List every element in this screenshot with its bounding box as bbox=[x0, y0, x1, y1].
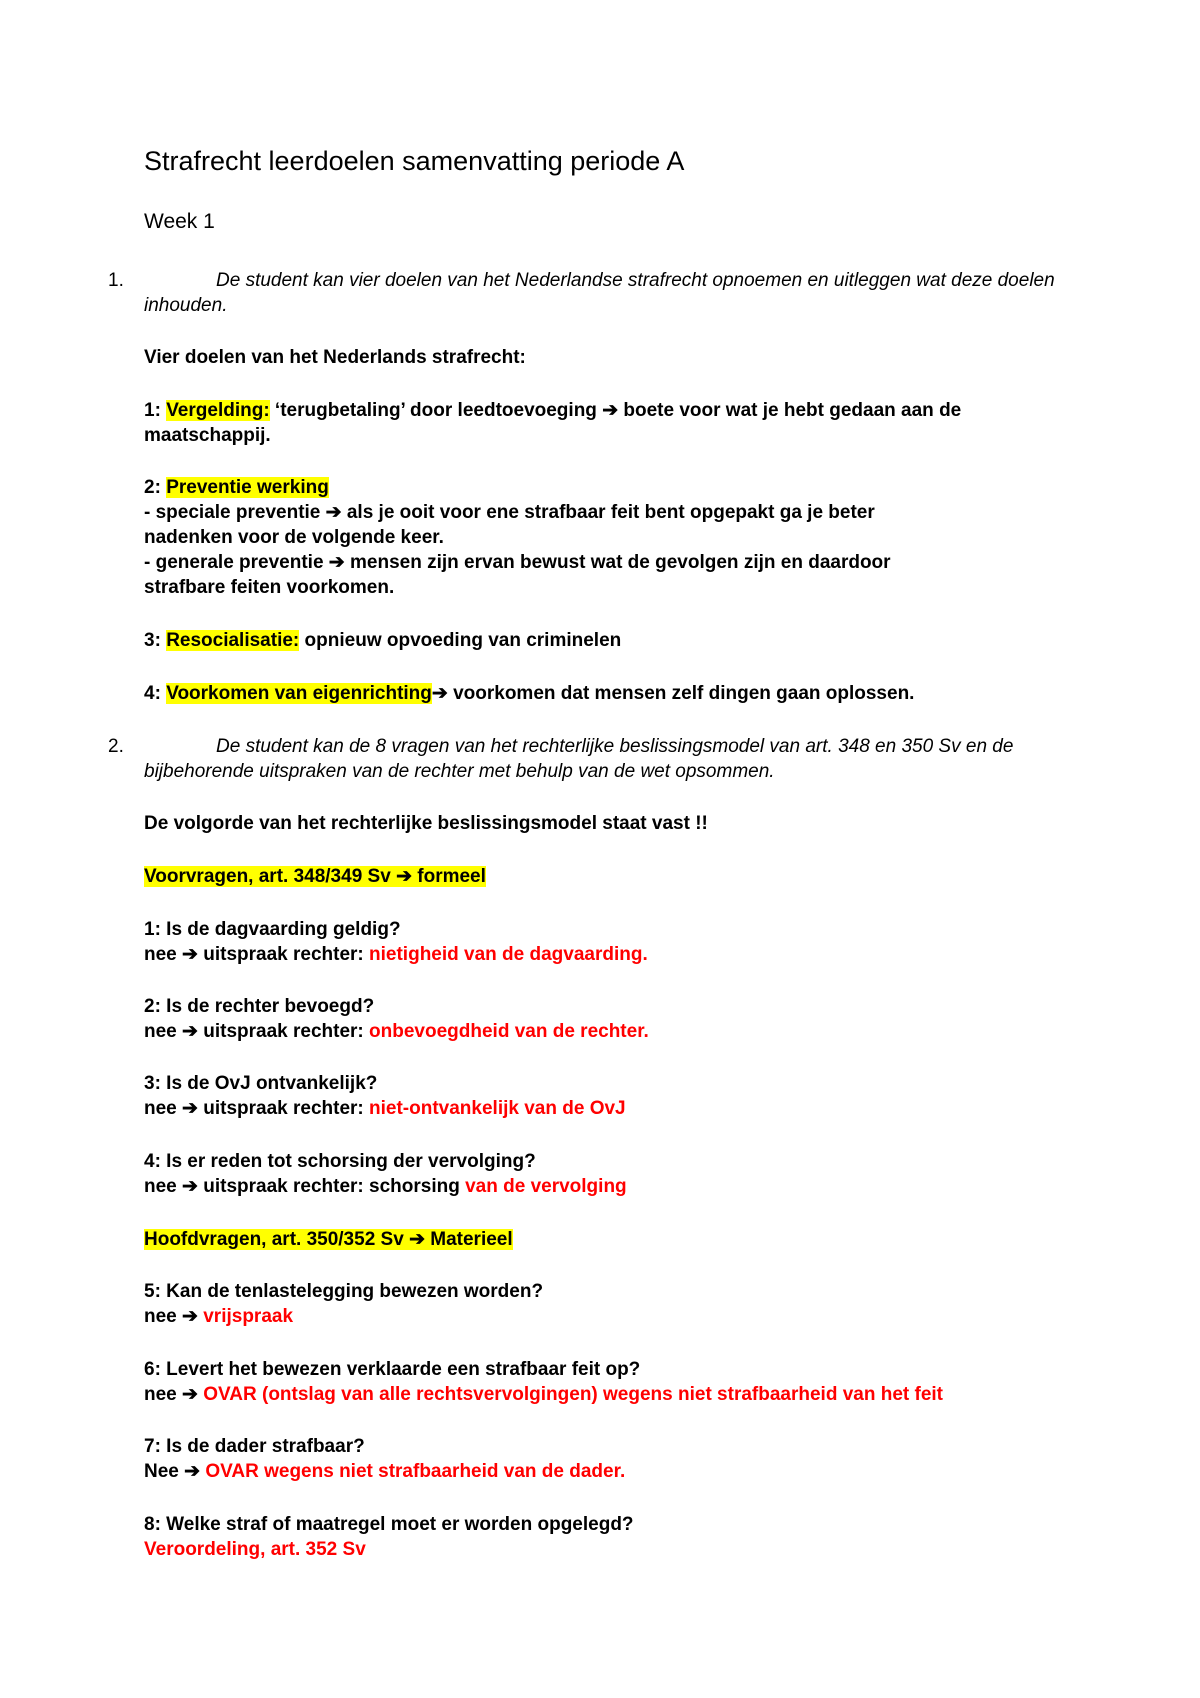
answer-3: nee ➔ uitspraak rechter: niet-ontvankelijk van de OvJ bbox=[144, 1098, 626, 1119]
objective-2-text: De student kan de 8 vragen van het rechterlijke beslissingsmodel van art. 348 en 350 Sv en de bijbehorende uitspraken van de rechter met behulp van de wet opsommen. bbox=[144, 736, 1014, 782]
goal-text: - speciale preventie bbox=[144, 502, 326, 523]
goal-3 bbox=[144, 628, 621, 653]
document-title: Strafrecht leerdoelen samenvatting periode A bbox=[144, 146, 685, 176]
general-prevention bbox=[144, 550, 891, 575]
verdict-text: nietigheid van de dagvaarding. bbox=[369, 944, 648, 965]
objective-1-text: De student kan vier doelen van het Nederlandse strafrecht opnoemen en uitleggen wat deze doelen inhouden. bbox=[144, 270, 1055, 316]
objective-number: 2. bbox=[108, 736, 124, 757]
goal-text: - generale preventie bbox=[144, 552, 329, 573]
main-questions-heading bbox=[144, 1227, 513, 1252]
special-prevention-continued: nadenken voor de volgende keer. bbox=[144, 527, 444, 548]
goal-1-continued: maatschappij. bbox=[144, 425, 271, 446]
goal-number: 2: bbox=[144, 477, 167, 498]
arrow-icon: ➔ bbox=[182, 1098, 198, 1119]
arrow-icon: ➔ bbox=[182, 1021, 198, 1042]
goal-text: voorkomen dat mensen zelf dingen gaan oplossen. bbox=[447, 683, 915, 704]
goal-number: 3: bbox=[144, 630, 167, 651]
verdict-text: niet-ontvankelijk van de OvJ bbox=[369, 1098, 626, 1119]
week-heading: Week 1 bbox=[144, 210, 215, 233]
arrow-icon: ➔ bbox=[396, 866, 412, 887]
verdict-text: vrijspraak bbox=[197, 1306, 294, 1327]
arrow-icon: ➔ bbox=[182, 944, 198, 965]
goal-text: als je ooit voor ene strafbaar feit bent opgepakt ga je beter bbox=[341, 502, 875, 523]
answer-4: nee ➔ uitspraak rechter: schorsing van de vervolging bbox=[144, 1176, 627, 1197]
goal-text: opnieuw opvoeding van criminelen bbox=[299, 630, 622, 651]
highlight-heading: Hoofdvragen, art. 350/352 Sv ➔ Materieel bbox=[144, 1229, 513, 1250]
verdict-text: van de vervolging bbox=[465, 1176, 627, 1197]
arrow-icon: ➔ bbox=[182, 1306, 198, 1327]
arrow-icon: ➔ bbox=[325, 502, 342, 523]
answer-6: nee ➔ OVAR (ontslag van alle rechtsvervolgingen) wegens niet strafbaarheid van het feit bbox=[144, 1384, 944, 1405]
question-1: 1: Is de dagvaarding geldig? bbox=[144, 919, 401, 940]
arrow-icon: ➔ bbox=[431, 683, 448, 704]
answer-1: nee ➔ uitspraak rechter: nietigheid van de dagvaarding. bbox=[144, 944, 648, 965]
objective-text bbox=[144, 268, 1084, 318]
question-6: 6: Levert het bewezen verklaarde een strafbaar feit op? bbox=[144, 1359, 641, 1380]
answer-2: nee ➔ uitspraak rechter: onbevoegdheid van de rechter. bbox=[144, 1021, 649, 1042]
arrow-icon: ➔ bbox=[182, 1176, 198, 1197]
question-4: 4: Is er reden tot schorsing der vervolging? bbox=[144, 1151, 536, 1172]
answer-7: Nee ➔ OVAR wegens niet strafbaarheid van de dader. bbox=[144, 1461, 626, 1482]
model-statement: De volgorde van het rechterlijke beslissingsmodel staat vast !! bbox=[144, 813, 708, 834]
highlight-label: Preventie werking bbox=[166, 477, 329, 498]
objective-text bbox=[144, 734, 1084, 784]
arrow-icon: ➔ bbox=[602, 400, 619, 421]
highlight-label: Resocialisatie: bbox=[166, 630, 300, 651]
answer-8: Veroordeling, art. 352 Sv bbox=[144, 1539, 366, 1560]
question-8: 8: Welke straf of maatregel moet er worden opgelegd? bbox=[144, 1514, 634, 1535]
goal-number: 4: bbox=[144, 683, 167, 704]
arrow-icon: ➔ bbox=[184, 1461, 201, 1482]
question-7: 7: Is de dader strafbaar? bbox=[144, 1436, 365, 1457]
answer-5: nee ➔ vrijspraak bbox=[144, 1306, 294, 1327]
goal-2 bbox=[144, 475, 329, 500]
highlight-label: Voorkomen van eigenrichting bbox=[166, 683, 432, 704]
goals-heading: Vier doelen van het Nederlands strafrecht: bbox=[144, 347, 526, 368]
highlight-label: Vergelding: bbox=[166, 400, 270, 421]
arrow-icon: ➔ bbox=[182, 1384, 198, 1405]
goal-text: ‘terugbetaling’ door leedtoevoeging bbox=[269, 400, 603, 421]
verdict-text: OVAR (ontslag van alle rechtsvervolgingen) wegens niet strafbaarheid van het feit bbox=[197, 1384, 944, 1405]
goal-text: boete voor wat je hebt gedaan aan de bbox=[618, 400, 962, 421]
verdict-text: OVAR wegens niet strafbaarheid van de dader. bbox=[200, 1461, 626, 1482]
arrow-icon: ➔ bbox=[409, 1229, 425, 1250]
question-5: 5: Kan de tenlastelegging bewezen worden? bbox=[144, 1281, 544, 1302]
preliminary-questions-heading bbox=[144, 864, 486, 889]
goal-4 bbox=[144, 681, 914, 706]
objective-number: 1. bbox=[108, 270, 124, 291]
goal-number: 1: bbox=[144, 400, 167, 421]
goal-1 bbox=[144, 398, 961, 423]
question-3: 3: Is de OvJ ontvankelijk? bbox=[144, 1073, 378, 1094]
goal-text: mensen zijn ervan bewust wat de gevolgen zijn en daardoor bbox=[344, 552, 891, 573]
verdict-text: onbevoegdheid van de rechter. bbox=[369, 1021, 649, 1042]
special-prevention bbox=[144, 500, 875, 525]
general-prevention-continued: strafbare feiten voorkomen. bbox=[144, 577, 395, 598]
question-2: 2: Is de rechter bevoegd? bbox=[144, 996, 375, 1017]
highlight-heading: Voorvragen, art. 348/349 Sv ➔ formeel bbox=[144, 866, 486, 887]
arrow-icon: ➔ bbox=[328, 552, 345, 573]
